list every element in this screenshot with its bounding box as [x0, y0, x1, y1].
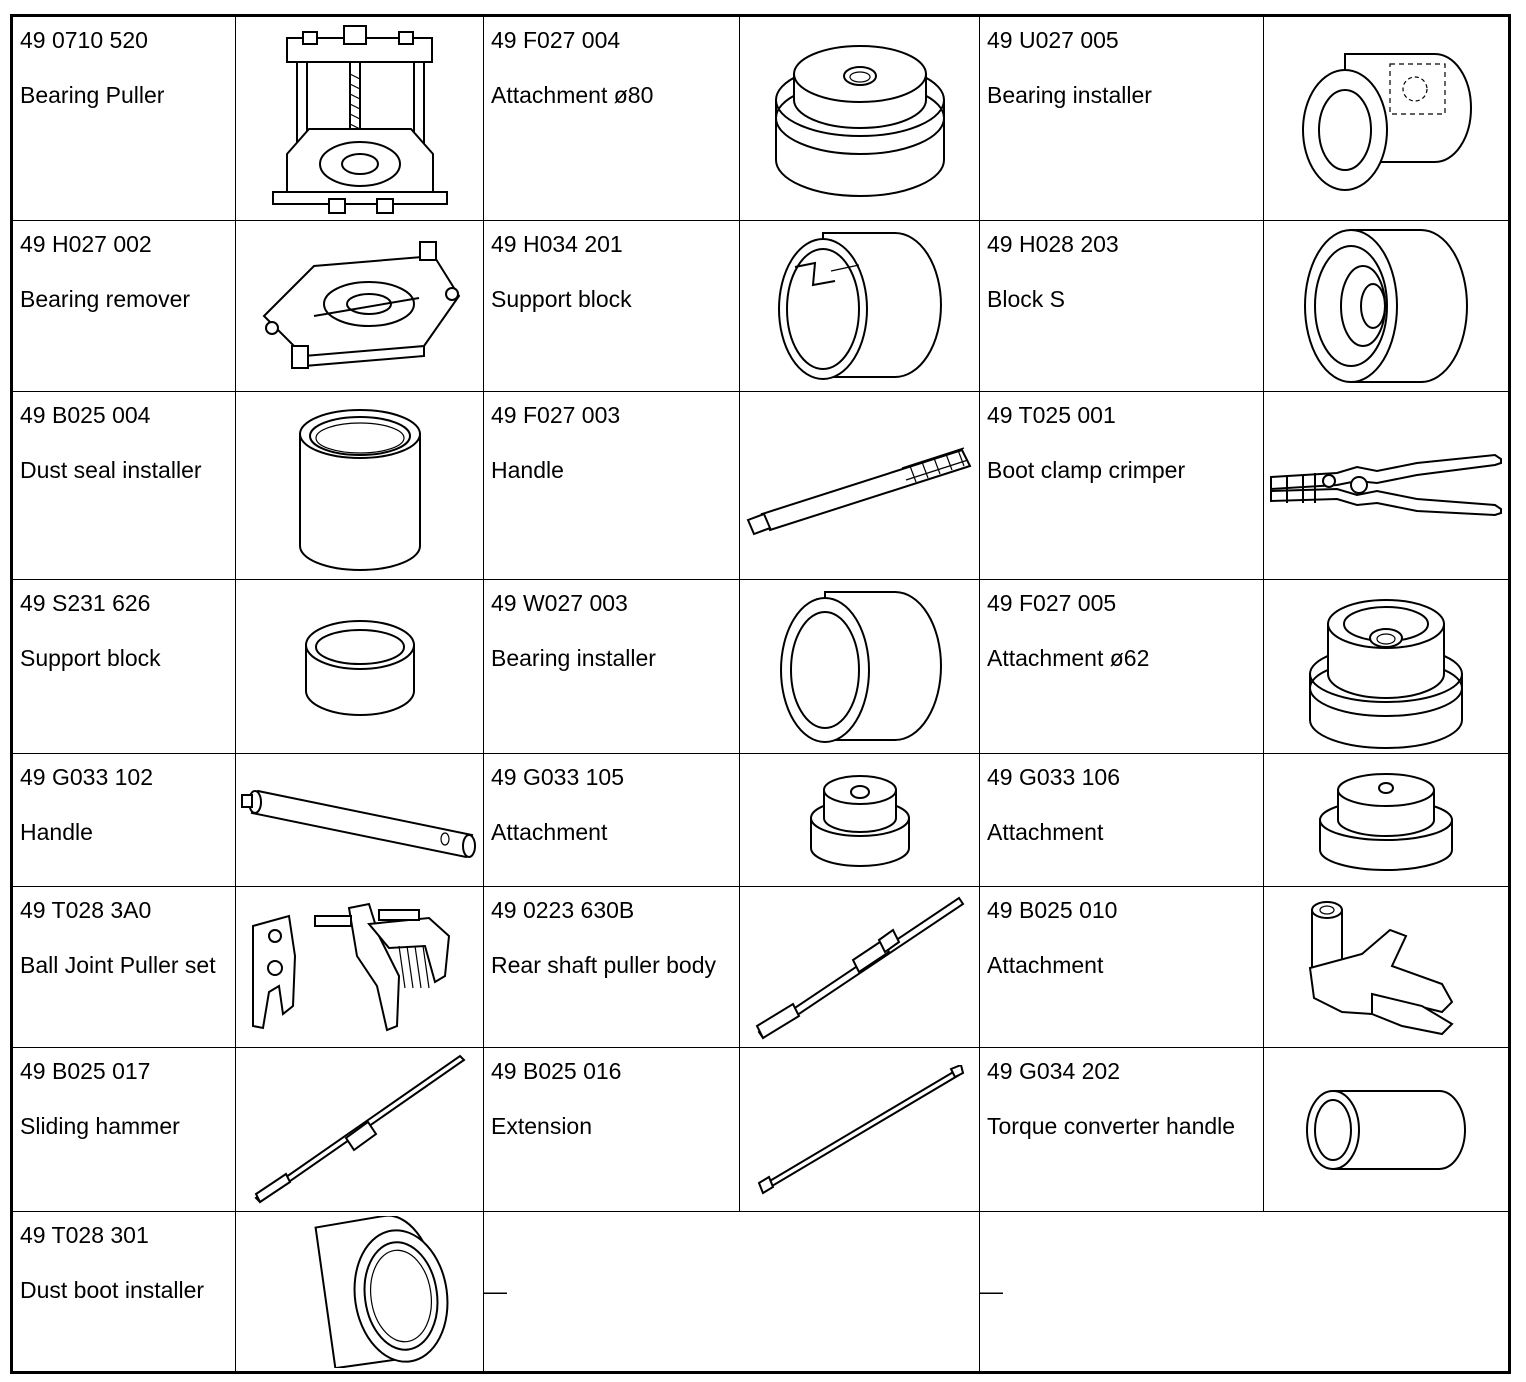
tool-name: Torque converter handle: [987, 1113, 1236, 1139]
part-number: 49 G034 202: [987, 1058, 1121, 1084]
part-number: 49 S231 626: [20, 590, 151, 616]
tool-name: Bearing installer: [987, 82, 1152, 108]
tool-image-cell: [236, 1048, 484, 1212]
tool-text-cell: [980, 580, 1264, 754]
tool-text-cell: [12, 16, 236, 221]
tool-image-cell: [1264, 392, 1510, 580]
tool-image-cell: [1264, 754, 1510, 887]
tool-image-cell: [740, 392, 980, 580]
tool-name: Block S: [987, 286, 1065, 312]
tool-image-cell: [236, 392, 484, 580]
table-row: [12, 16, 1510, 221]
tool-image-cell: [236, 221, 484, 392]
table-row: [12, 392, 1510, 580]
bearing-installer-cylinder-icon: [775, 586, 945, 748]
part-number: 49 F027 004: [491, 27, 621, 53]
boot-clamp-crimper-icon: [1267, 451, 1505, 521]
tool-name: Attachment ø62: [987, 645, 1150, 671]
tool-name: Support block: [491, 286, 632, 312]
tool-image-cell: [1264, 887, 1510, 1048]
tool-name: Handle: [20, 819, 93, 845]
part-number: 49 T025 001: [987, 402, 1116, 428]
tool-text-cell: [980, 1048, 1264, 1212]
tool-text-cell: [12, 221, 236, 392]
tool-image-cell: [236, 1212, 484, 1373]
part-number: 49 G033 102: [20, 764, 154, 790]
attachment-icon: [1316, 768, 1456, 872]
tool-name: Bearing Puller: [20, 82, 165, 108]
tool-name: Support block: [20, 645, 161, 671]
sliding-hammer-icon: [250, 1052, 470, 1208]
tool-name: Attachment ø80: [491, 82, 654, 108]
tool-name: Bearing installer: [491, 645, 656, 671]
dust-boot-installer-icon: [265, 1216, 455, 1368]
tool-name: Attachment: [987, 952, 1104, 978]
part-number: 49 T028 3A0: [20, 897, 152, 923]
empty-cell: —: [980, 1212, 1510, 1373]
part-number: 49 B025 010: [987, 897, 1118, 923]
tool-text-cell: [980, 221, 1264, 392]
support-block-icon: [775, 227, 945, 385]
table-row: [12, 754, 1510, 887]
ball-joint-puller-icon: [249, 896, 471, 1038]
part-number: 49 G033 105: [491, 764, 625, 790]
tool-image-cell: [236, 887, 484, 1048]
part-number: 49 F027 003: [491, 402, 621, 428]
torque-converter-handle-icon: [1303, 1087, 1469, 1173]
tool-text-cell: [980, 754, 1264, 887]
tool-image-cell: [236, 16, 484, 221]
special-tools-table: [10, 14, 1511, 1374]
tool-text-cell: [484, 221, 740, 392]
part-number: 49 T028 301: [20, 1222, 149, 1248]
fork-attachment-icon: [1302, 894, 1470, 1040]
tool-name: Handle: [491, 457, 564, 483]
tool-name: Sliding hammer: [20, 1113, 180, 1139]
part-number: 49 G033 106: [987, 764, 1121, 790]
part-number: 49 0710 520: [20, 27, 148, 53]
part-number: 49 B025 004: [20, 402, 151, 428]
tool-image-cell: [740, 887, 980, 1048]
part-number: 49 B025 017: [20, 1058, 151, 1084]
table-row: [12, 1212, 1510, 1373]
empty-cell: —: [484, 1212, 980, 1373]
part-number: 49 U027 005: [987, 27, 1119, 53]
tool-name: Dust seal installer: [20, 457, 202, 483]
attachment-icon: [808, 770, 912, 870]
tool-image-cell: [1264, 16, 1510, 221]
tool-text-cell: [484, 1048, 740, 1212]
tool-text-cell: [484, 16, 740, 221]
tool-text-cell: [484, 887, 740, 1048]
tool-text-cell: [12, 754, 236, 887]
table-row: [12, 580, 1510, 754]
tool-name: Dust boot installer: [20, 1277, 205, 1303]
tool-text-cell: [12, 1212, 236, 1373]
block-s-icon: [1301, 226, 1471, 386]
tool-image-cell: [740, 16, 980, 221]
handle-icon: [742, 436, 978, 536]
tool-name: Bearing remover: [20, 286, 191, 312]
bearing-installer-icon: [1295, 34, 1477, 204]
table-row: [12, 887, 1510, 1048]
table-row: [12, 1048, 1510, 1212]
tool-name: Ball Joint Puller set: [20, 952, 216, 978]
rear-shaft-puller-icon: [753, 892, 967, 1042]
tool-text-cell: [12, 392, 236, 580]
part-number: 49 F027 005: [987, 590, 1117, 616]
tool-image-cell: [1264, 1048, 1510, 1212]
tool-name: Boot clamp crimper: [987, 457, 1186, 483]
tool-image-cell: [1264, 221, 1510, 392]
tool-text-cell: [484, 392, 740, 580]
tool-image-cell: [1264, 580, 1510, 754]
tool-text-cell: [12, 580, 236, 754]
tool-image-cell: [740, 754, 980, 887]
tool-name: Rear shaft puller body: [491, 952, 717, 978]
tool-text-cell: [980, 16, 1264, 221]
support-ring-icon: [300, 611, 420, 723]
table-row: [12, 221, 1510, 392]
part-number: 49 H034 201: [491, 231, 623, 257]
tool-image-cell: [740, 580, 980, 754]
tool-text-cell: [484, 754, 740, 887]
part-number: 49 W027 003: [491, 590, 628, 616]
tool-text-cell: [12, 887, 236, 1048]
bearing-remover-icon: [254, 236, 466, 376]
attachment-icon: [1306, 584, 1466, 750]
tool-text-cell: [980, 392, 1264, 580]
tool-image-cell: [236, 580, 484, 754]
extension-rod-icon: [755, 1065, 965, 1195]
attachment-icon: [772, 40, 948, 198]
tool-image-cell: [740, 1048, 980, 1212]
tool-name: Extension: [491, 1113, 593, 1139]
tool-name: Attachment: [491, 819, 608, 845]
tool-image-cell: [236, 754, 484, 887]
part-number: 49 H028 203: [987, 231, 1119, 257]
part-number: 49 H027 002: [20, 231, 152, 257]
part-number: 49 B025 016: [491, 1058, 622, 1084]
tool-text-cell: [980, 887, 1264, 1048]
bearing-puller-icon: [269, 24, 451, 214]
tool-text-cell: [12, 1048, 236, 1212]
part-number: 49 0223 630B: [491, 897, 635, 923]
tool-name: Attachment: [987, 819, 1104, 845]
dust-seal-installer-icon: [294, 396, 426, 576]
tool-image-cell: [740, 221, 980, 392]
tool-text-cell: [484, 580, 740, 754]
handle-bar-icon: [240, 777, 480, 863]
